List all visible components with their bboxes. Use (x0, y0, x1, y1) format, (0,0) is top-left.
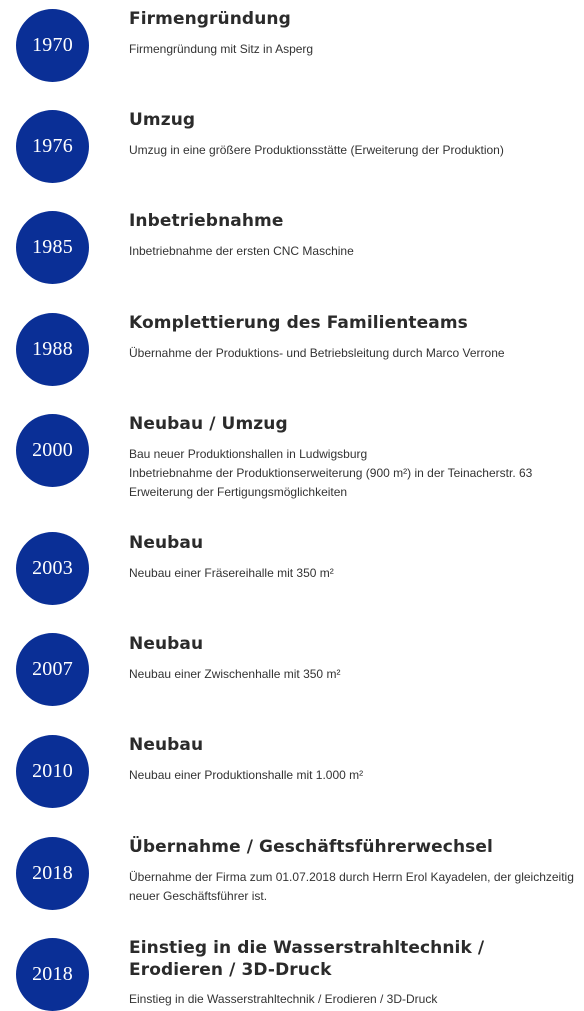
year-badge (16, 735, 89, 808)
year-label: 2003 (32, 557, 73, 579)
year-badge (16, 938, 89, 1011)
description-line: Inbetriebnahme der Produktionserweiterung (900 m²) in der Teinacherstr. 63 (129, 466, 533, 480)
description-line: neuer Geschäftsführer ist. (129, 889, 268, 903)
entry-title: Neubau (129, 533, 204, 553)
entry-title: Firmengründung (129, 9, 291, 29)
year-label: 1970 (32, 34, 73, 56)
entry-title: Inbetriebnahme (129, 211, 284, 231)
entry-description (129, 242, 574, 261)
description-line: Bau neuer Produktionshallen in Ludwigsburg (129, 447, 368, 461)
timeline-entry-content (129, 210, 574, 261)
description-line: Übernahme der Firma zum 01.07.2018 durch Herrn Erol Kayadelen, der gleichzeitig (129, 870, 574, 884)
description-line: Übernahme der Produktions- und Betriebsleitung durch Marco Verrone (129, 346, 505, 360)
entry-description (129, 990, 574, 1009)
year-badge (16, 532, 89, 605)
year-badge (16, 9, 89, 82)
entry-title: Neubau (129, 735, 204, 755)
description-line: Neubau einer Produktionshalle mit 1.000 m² (129, 768, 364, 782)
description-line: Erweiterung der Fertigungsmöglichkeiten (129, 485, 348, 499)
description-line: Neubau einer Fräsereihalle mit 350 m² (129, 566, 334, 580)
year-badge (16, 414, 89, 487)
entry-description (129, 141, 574, 160)
entry-title: Komplettierung des Familienteams (129, 313, 468, 333)
entry-description (129, 40, 574, 59)
year-label: 2007 (32, 658, 73, 680)
timeline-entry-content (129, 937, 574, 1009)
entry-description (129, 445, 574, 502)
timeline-entry-content (129, 633, 574, 684)
description-line: Umzug in eine größere Produktionsstätte (Erweiterung der Produktion) (129, 143, 504, 157)
year-badge (16, 313, 89, 386)
timeline-entry-content (129, 109, 574, 160)
entry-description (129, 665, 574, 684)
description-line: Inbetriebnahme der ersten CNC Maschine (129, 244, 354, 258)
year-badge (16, 633, 89, 706)
year-badge (16, 110, 89, 183)
timeline-entry-content (129, 413, 574, 502)
entry-description (129, 564, 574, 583)
year-label: 1976 (32, 135, 73, 157)
timeline-entry-content (129, 532, 574, 583)
entry-description (129, 344, 574, 363)
year-label: 2018 (32, 862, 73, 884)
description-line: Neubau einer Zwischenhalle mit 350 m² (129, 667, 341, 681)
timeline-entry-content (129, 836, 574, 906)
timeline-entry-content (129, 8, 574, 59)
year-badge (16, 837, 89, 910)
timeline-entry-content (129, 734, 574, 785)
year-badge (16, 211, 89, 284)
year-label: 1985 (32, 236, 73, 258)
year-label: 2018 (32, 963, 73, 985)
year-label: 1988 (32, 338, 73, 360)
entry-title: Einstieg in die Wasserstrahltechnik / Erodieren / 3D-Druck (129, 938, 485, 980)
year-label: 2010 (32, 760, 73, 782)
year-label: 2000 (32, 439, 73, 461)
entry-title: Neubau (129, 634, 204, 654)
entry-title: Umzug (129, 110, 196, 130)
entry-description (129, 868, 574, 906)
description-line: Firmengründung mit Sitz in Asperg (129, 42, 314, 56)
entry-title: Neubau / Umzug (129, 414, 288, 434)
timeline-entry-content (129, 312, 574, 363)
entry-title: Übernahme / Geschäftsführerwechsel (129, 837, 493, 857)
description-line: Einstieg in die Wasserstrahltechnik / Erodieren / 3D-Druck (129, 992, 438, 1006)
entry-description (129, 766, 574, 785)
